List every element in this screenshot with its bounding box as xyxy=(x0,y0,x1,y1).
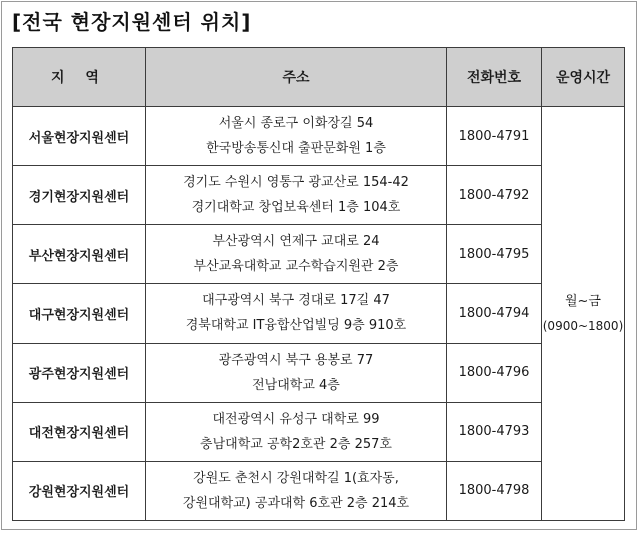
page-title: [전국 현장지원센터 위치] xyxy=(12,10,252,34)
table-row xyxy=(13,107,625,166)
phone-cell: 1800-4791 xyxy=(447,107,542,166)
hours-days: 월~금 xyxy=(564,293,601,309)
table-row xyxy=(13,461,625,520)
table-row xyxy=(13,402,625,461)
hours-cell xyxy=(542,107,625,521)
address-line: 서울시 종로구 이화장길 54 xyxy=(218,116,374,132)
address-line: 경기대학교 창업보육센터 1층 104호 xyxy=(191,200,401,216)
address-line: 강원대학교) 공과대학 6호관 2층 214호 xyxy=(182,495,410,511)
address-line: 경북대학교 IT융합산업빌딩 9층 910호 xyxy=(185,318,407,334)
address-line: 전남대학교 4층 xyxy=(252,377,340,393)
address-line: 경기도 수원시 영통구 광교산로 154-42 xyxy=(183,175,409,191)
region-cell: 경기현장지원센터 xyxy=(13,166,146,225)
address-line: 부산교육대학교 교수학습지원관 2층 xyxy=(193,259,399,275)
address-cell xyxy=(146,166,447,225)
header-address: 주소 xyxy=(146,48,447,107)
address-cell xyxy=(146,284,447,343)
address-cell xyxy=(146,402,447,461)
phone-cell: 1800-4794 xyxy=(447,284,542,343)
address-cell xyxy=(146,107,447,166)
header-region: 지 역 xyxy=(13,48,146,107)
region-cell: 광주현장지원센터 xyxy=(13,343,146,402)
center-location-table xyxy=(12,47,625,521)
phone-cell: 1800-4796 xyxy=(447,343,542,402)
hours-time: (0900~1800) xyxy=(542,318,624,333)
address-line: 대구광역시 북구 경대로 17길 47 xyxy=(202,293,390,309)
region-cell: 대구현장지원센터 xyxy=(13,284,146,343)
address-line: 광주광역시 북구 용봉로 77 xyxy=(218,352,374,368)
address-line: 부산광역시 연제구 교대로 24 xyxy=(212,234,380,250)
address-cell xyxy=(146,343,447,402)
region-cell: 강원현장지원센터 xyxy=(13,461,146,520)
phone-cell: 1800-4798 xyxy=(447,461,542,520)
phone-cell: 1800-4793 xyxy=(447,402,542,461)
header-hours: 운영시간 xyxy=(542,48,625,107)
table-row xyxy=(13,343,625,402)
address-line: 강원도 춘천시 강원대학길 1(효자동, xyxy=(193,470,399,486)
table-row xyxy=(13,284,625,343)
table-row xyxy=(13,225,625,284)
region-cell: 서울현장지원센터 xyxy=(13,107,146,166)
table-row xyxy=(13,166,625,225)
document-page xyxy=(1,1,637,530)
address-line: 대전광역시 유성구 대학로 99 xyxy=(212,411,380,427)
address-cell xyxy=(146,225,447,284)
table-header-row xyxy=(13,48,625,107)
phone-cell: 1800-4792 xyxy=(447,166,542,225)
region-cell: 대전현장지원센터 xyxy=(13,402,146,461)
region-cell: 부산현장지원센터 xyxy=(13,225,146,284)
address-line: 충남대학교 공학2호관 2층 257호 xyxy=(200,436,392,452)
phone-cell: 1800-4795 xyxy=(447,225,542,284)
address-line: 한국방송통신대 출판문화원 1층 xyxy=(206,141,386,157)
address-cell xyxy=(146,461,447,520)
header-phone: 전화번호 xyxy=(447,48,542,107)
